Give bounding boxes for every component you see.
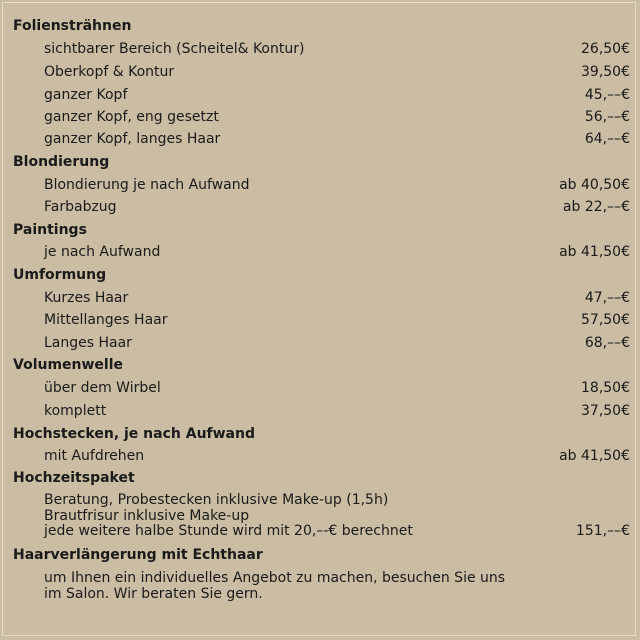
- info-line: um Ihnen ein individuelles Angebot zu machen, besuchen Sie uns: [44, 570, 506, 586]
- price-row: [44, 243, 630, 261]
- price-row: [44, 63, 630, 81]
- service-name: je nach Aufwand: [44, 244, 161, 260]
- service-price: 57,50€: [581, 312, 630, 328]
- service-price: ab 40,50€: [559, 177, 630, 193]
- package-line: Beratung, Probestecken inklusive Make-up (1,5h): [44, 492, 389, 508]
- section-title: Hochstecken, je nach Aufwand: [13, 426, 255, 442]
- section-title: Volumenwelle: [13, 357, 124, 373]
- price-row: [44, 130, 630, 148]
- service-name: sichtbarer Bereich (Scheitel& Kontur): [44, 41, 305, 57]
- section-title: Hochzeitspaket: [13, 470, 135, 486]
- package-line: Brautfrisur inklusive Make-up: [44, 508, 250, 524]
- price-row: [44, 198, 630, 216]
- service-name: Langes Haar: [44, 335, 132, 351]
- section-title: Haarverlängerung mit Echthaar: [13, 547, 263, 563]
- service-price: 47,––€: [584, 290, 630, 306]
- service-price: 45,––€: [584, 87, 630, 103]
- section-title: Paintings: [13, 222, 87, 238]
- service-name: mit Aufdrehen: [44, 448, 145, 464]
- price-row: [44, 40, 630, 58]
- price-row: [44, 311, 630, 329]
- service-price: 37,50€: [581, 403, 630, 419]
- service-name: ganzer Kopf, eng gesetzt: [44, 109, 219, 125]
- service-name: ganzer Kopf: [44, 87, 128, 103]
- service-name: Oberkopf & Kontur: [44, 64, 175, 80]
- service-price: 56,––€: [584, 109, 630, 125]
- service-price: 18,50€: [581, 380, 630, 396]
- service-name: ganzer Kopf, langes Haar: [44, 131, 221, 147]
- price-row: [44, 379, 630, 397]
- section-title: Blondierung: [13, 154, 110, 170]
- price-row: [44, 334, 630, 352]
- service-price: ab 41,50€: [559, 244, 630, 260]
- service-name: Mittellanges Haar: [44, 312, 168, 328]
- price-row: [44, 86, 630, 104]
- service-price: ab 22,––€: [562, 199, 630, 215]
- price-row: [44, 447, 630, 465]
- service-price: 39,50€: [581, 64, 630, 80]
- price-row: [44, 176, 630, 194]
- price-row: [44, 402, 630, 420]
- price-row: [44, 108, 630, 126]
- service-name: Farbabzug: [44, 199, 117, 215]
- service-price: 64,––€: [584, 131, 630, 147]
- package-line: jede weitere halbe Stunde wird mit 20,–-€ berechnet: [44, 523, 413, 539]
- service-price: ab 41,50€: [559, 448, 630, 464]
- info-line: im Salon. Wir beraten Sie gern.: [44, 586, 263, 602]
- service-name: über dem Wirbel: [44, 380, 161, 396]
- price-row: [44, 289, 630, 307]
- service-price: 68,––€: [584, 335, 630, 351]
- package-price: 151,––€: [575, 523, 630, 539]
- service-name: komplett: [44, 403, 107, 419]
- service-price: 26,50€: [581, 41, 630, 57]
- service-name: Blondierung je nach Aufwand: [44, 177, 250, 193]
- section-title: Foliensträhnen: [13, 18, 132, 34]
- service-name: Kurzes Haar: [44, 290, 129, 306]
- section-title: Umformung: [13, 267, 107, 283]
